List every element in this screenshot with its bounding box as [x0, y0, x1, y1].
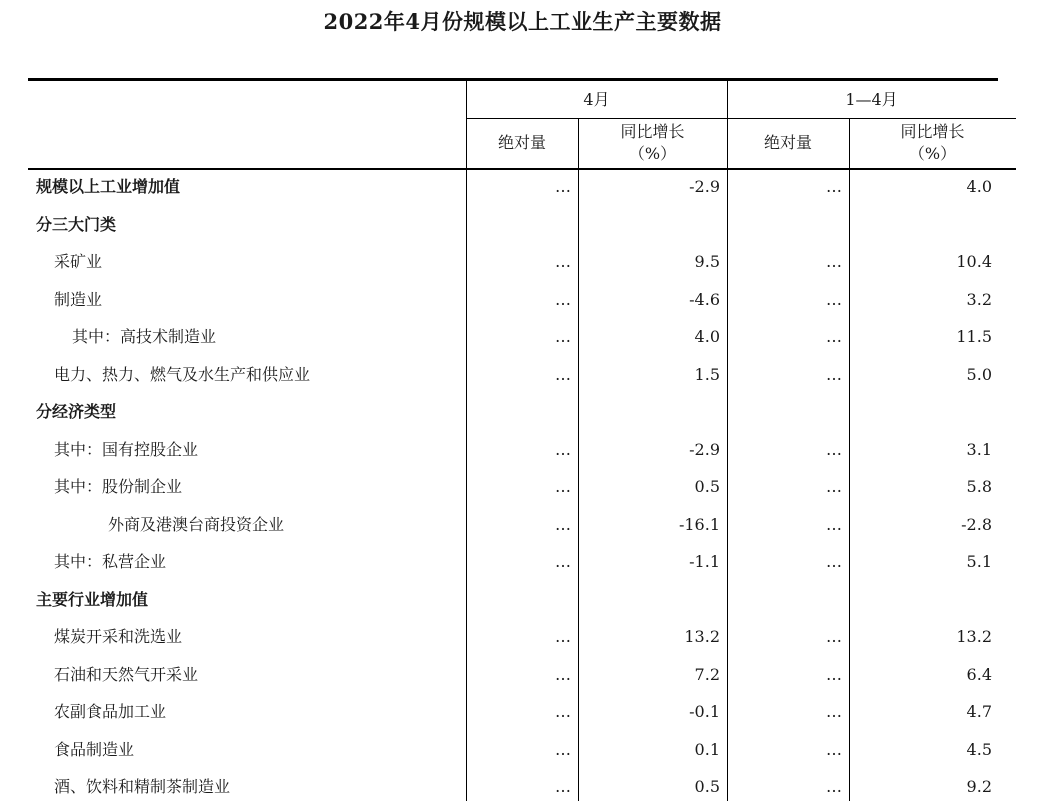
value-growth-april: 1.5	[694, 365, 720, 384]
row-label: 规模以上工业增加值	[36, 177, 181, 196]
row-label: 食品制造业	[54, 740, 135, 759]
value-absolute-april: …	[555, 515, 571, 534]
value-growth-jan-apr: 6.4	[966, 665, 992, 684]
value-growth-jan-apr: 3.2	[966, 290, 992, 309]
header-sub-rule	[466, 118, 1016, 119]
value-growth-jan-apr: 11.5	[956, 327, 992, 346]
value-growth-jan-apr: 9.2	[966, 777, 992, 796]
value-growth-jan-apr: 4.5	[966, 740, 992, 759]
header-growth-text: 同比增长	[620, 122, 685, 141]
row-label: 采矿业	[54, 252, 103, 271]
row-label: 主要行业增加值	[36, 590, 149, 609]
value-absolute-april: …	[555, 627, 571, 646]
value-absolute-jan-apr: …	[826, 515, 842, 534]
value-absolute-jan-apr: …	[826, 327, 842, 346]
value-absolute-jan-apr: …	[826, 627, 842, 646]
value-absolute-jan-apr: …	[826, 290, 842, 309]
row-label: 电力、热力、燃气及水生产和供应业	[54, 365, 311, 384]
value-absolute-jan-apr: …	[826, 252, 842, 271]
row-label: 分经济类型	[36, 402, 117, 421]
row-label: 农副食品加工业	[54, 702, 167, 721]
header-period-jan-apr: 1—4月	[845, 90, 898, 109]
value-growth-april: 0.5	[694, 477, 720, 496]
value-growth-april: 13.2	[684, 627, 720, 646]
row-label: 煤炭开采和洗选业	[54, 627, 183, 646]
row-label: 制造业	[54, 290, 103, 309]
value-absolute-april: …	[555, 177, 571, 196]
table-top-rule	[28, 78, 998, 81]
value-absolute-jan-apr: …	[826, 552, 842, 571]
value-absolute-jan-apr: …	[826, 177, 842, 196]
table-header-rule	[28, 168, 1016, 170]
value-absolute-april: …	[555, 252, 571, 271]
value-growth-april: -2.9	[689, 440, 720, 459]
value-growth-jan-apr: 4.7	[966, 702, 992, 721]
value-absolute-jan-apr: …	[826, 665, 842, 684]
value-absolute-april: …	[555, 665, 571, 684]
value-growth-april: 0.5	[694, 777, 720, 796]
value-absolute-april: …	[555, 440, 571, 459]
header-period-april: 4月	[583, 90, 610, 109]
value-growth-april: -16.1	[678, 515, 720, 534]
value-growth-april: -0.1	[689, 702, 720, 721]
value-growth-april: -4.6	[689, 290, 720, 309]
row-label: 其中：私营企业	[54, 552, 167, 571]
row-label: 外商及港澳台商投资企业	[108, 515, 285, 534]
value-absolute-april: …	[555, 477, 571, 496]
header-absolute-april: 绝对量	[497, 133, 546, 152]
value-absolute-jan-apr: …	[826, 740, 842, 759]
value-absolute-jan-apr: …	[826, 440, 842, 459]
row-label: 其中：国有控股企业	[54, 440, 199, 459]
row-label: 其中：高技术制造业	[72, 327, 217, 346]
value-absolute-april: …	[555, 552, 571, 571]
value-growth-jan-apr: -2.8	[961, 515, 992, 534]
value-absolute-april: …	[555, 290, 571, 309]
value-absolute-april: …	[555, 327, 571, 346]
page-title: 2022年4月份规模以上工业生产主要数据	[323, 9, 722, 34]
value-growth-april: 4.0	[694, 327, 720, 346]
row-label: 分三大门类	[36, 215, 117, 234]
value-growth-april: -1.1	[689, 552, 720, 571]
row-label: 其中：股份制企业	[54, 477, 183, 496]
value-growth-jan-apr: 3.1	[966, 440, 992, 459]
value-absolute-april: …	[555, 777, 571, 796]
value-growth-jan-apr: 13.2	[956, 627, 992, 646]
value-growth-jan-apr: 4.0	[966, 177, 992, 196]
header-growth-text: 同比增长	[900, 122, 965, 141]
header-growth-april	[578, 121, 727, 165]
value-absolute-jan-apr: …	[826, 777, 842, 796]
value-absolute-april: …	[555, 365, 571, 384]
value-absolute-jan-apr: …	[826, 702, 842, 721]
header-absolute-jan-apr: 绝对量	[763, 133, 812, 152]
value-growth-april: -2.9	[689, 177, 720, 196]
value-absolute-april: …	[555, 702, 571, 721]
value-growth-april: 0.1	[694, 740, 720, 759]
header-growth-jan-apr	[849, 121, 1016, 165]
header-growth-unit: （%）	[908, 144, 957, 163]
value-growth-jan-apr: 5.1	[966, 552, 992, 571]
value-absolute-jan-apr: …	[826, 477, 842, 496]
value-growth-jan-apr: 5.8	[966, 477, 992, 496]
row-label: 酒、饮料和精制茶制造业	[54, 777, 231, 796]
header-growth-unit: （%）	[628, 144, 677, 163]
row-label: 石油和天然气开采业	[54, 665, 199, 684]
value-absolute-jan-apr: …	[826, 365, 842, 384]
value-growth-april: 7.2	[694, 665, 720, 684]
value-absolute-april: …	[555, 740, 571, 759]
value-growth-jan-apr: 10.4	[956, 252, 992, 271]
value-growth-jan-apr: 5.0	[966, 365, 992, 384]
value-growth-april: 9.5	[694, 252, 720, 271]
